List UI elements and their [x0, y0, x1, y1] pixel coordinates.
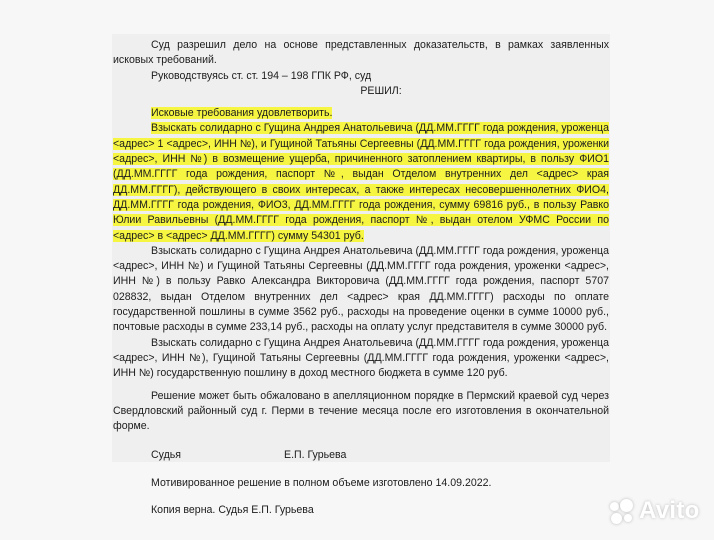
signature-name: Е.П. Гурьева: [284, 449, 347, 462]
judge-signature: [113, 448, 609, 463]
avito-watermark: [610, 497, 700, 525]
highlighted-text: Взыскать солидарно с Гущина Андрея Анатольевича (ДД.ММ.ГГГГ года рождения, уроженца <адрес> 1 <адрес>, ИНН №), и Гущиной Татьяны Сергеевны (ДД.ММ.ГГГГ года рождения, уроженки <адрес>, ИНН №) в возмещение ущерба, причиненного затоплением квартиры, в пользу ФИО1 (ДД.ММ.ГГГГ года рождения, паспорт №, выдан Отделом внутренних дел <адрес> края ДД.ММ.ГГГГ), действующего в своих интересах, а также интересах несовершеннолетних ФИО4, ДД.ММ.ГГГГ года рождения, ФИО3, ДД.ММ.ГГГГ года рождения, сумму 69816 руб., в пользу Равко Юлии Равильевны (ДД.ММ.ГГГГ года рождения, паспорт №, выдан отелом УФМС России по <адрес> в <адрес> ДД.ММ.ГГГГ) сумму 54301 руб.: [113, 122, 609, 242]
paragraph-case-resolution: Суд разрешил дело на основе представленных доказательств, в рамках заявленных исковых требований.: [113, 39, 609, 67]
paragraph-appeal-notice: Решение может быть обжаловано в апелляционном порядке в Пермский краевой суд через Свердловский районный суд г. Перми в течение месяца после его изготовления в окончательной форме.: [113, 389, 609, 433]
avito-brand-text: Avito: [639, 497, 700, 524]
court-decision-text: [113, 38, 609, 518]
avito-dots-icon: [610, 499, 636, 523]
motivated-decision-note: Мотивированное решение в полном объеме изготовлено 14.09.2022.: [151, 476, 492, 489]
paragraph-state-duty: Взыскать солидарно с Гущина Андрея Анатольевича (ДД.ММ.ГГГГ года рождения, уроженца <адрес>, ИНН №), Гущиной Татьяны Сергеевны (ДД.ММ.ГГГГ года рождения, уроженки <адрес>, ИНН №) государственную пошлину в доход местного бюджета в сумме 120 руб.: [113, 336, 609, 380]
paragraph-expenses-recovery: Взыскать солидарно с Гущина Андрея Анатольевича (ДД.ММ.ГГГГ года рождения, уроженца <адрес>, ИНН №) и Гущиной Татьяны Сергеевны (ДД.ММ.ГГГГ года рождения, уроженки <адрес>, ИНН №) в пользу Равко Александра Викторовича (ДД.ММ.ГГГГ года рождения, паспорт 5707 028832, выдан Отделом внутренних дел <адрес> края ДД.ММ.ГГГГ) расходы по оплате государственной пошлины в сумме 3562 руб., расходы на проведение оценки в сумме 10000 руб., почтовые расходы в сумме 233,14 руб., расходы на оплату услуг представителя в сумме 30000 руб.: [113, 244, 609, 334]
paragraph-damages-recovery: [113, 121, 609, 243]
signature-role: Судья: [151, 449, 182, 462]
decision-heading: РЕШИЛ:: [360, 84, 402, 97]
highlighted-text: Исковые требования удовлетворить.: [151, 107, 333, 120]
paragraph-claims-satisfied: [113, 106, 609, 121]
copy-certification: Копия верна. Судья Е.П. Гурьева: [151, 504, 314, 517]
paragraph-legal-basis: Руководствуясь ст. ст. 194 – 198 ГПК РФ, суд: [151, 69, 372, 82]
